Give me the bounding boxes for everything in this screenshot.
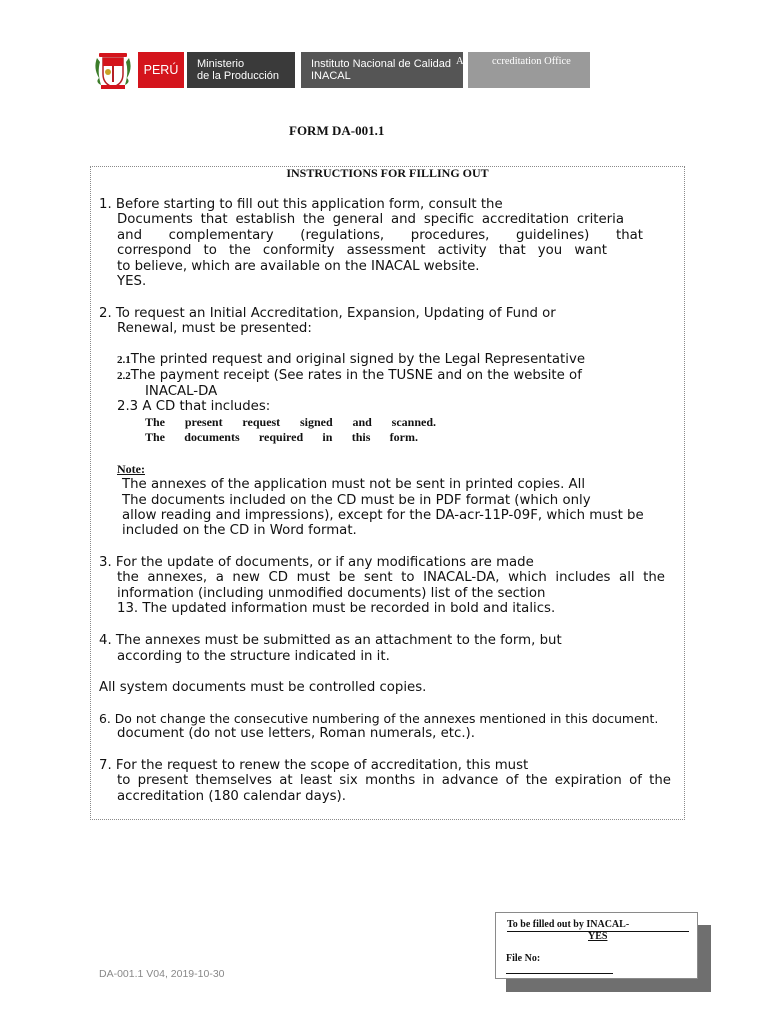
item3-line: 3. For the update of documents, or if any modifications are made (99, 555, 534, 570)
note-line: The documents included on the CD must be in PDF format (which only (122, 493, 591, 508)
institute-line2: INACAL (311, 70, 351, 82)
item7-line: to present themselves at least six months in advance of the expiration of the (117, 773, 671, 788)
institute-line1: Instituto Nacional de Calidad (311, 58, 452, 70)
item2-line: Renewal, must be presented: (117, 321, 312, 336)
item3-line: information (including unmodified documents) list of the section (117, 586, 546, 601)
peru-coat-of-arms-icon (91, 52, 135, 90)
item7-line: accreditation (180 calendar days). (117, 789, 346, 804)
item1-line: to believe, which are available on the INACAL website. (117, 259, 480, 274)
file-no-field (506, 973, 613, 974)
note-label: Note: (117, 462, 145, 476)
item2-line: 2. To request an Initial Accreditation, Expansion, Updating of Fund or (99, 306, 556, 321)
stamp-line2: YES (588, 931, 608, 942)
sub-item-2-2-text: The payment receipt (See rates in the TUSNE and on the website of (130, 368, 582, 383)
item6-line: 6. Do not change the consecutive numbering of the annexes mentioned in this document. (99, 711, 659, 726)
instructions-title: INSTRUCTIONS FOR FILLING OUT (286, 166, 489, 180)
item3-line: the annexes, a new CD must be sent to INACAL-DA, which includes all the (117, 570, 665, 585)
sub-item-2-3-b: The documents required in this form. (145, 430, 418, 444)
office-label-initial: A (456, 56, 464, 67)
ministry-line2: de la Producción (197, 70, 279, 82)
peru-label: PERÚ (143, 63, 179, 77)
inacal-use-box (495, 912, 698, 979)
sub-item-2-3: 2.3 A CD that includes: (117, 399, 271, 414)
item1-line: 1. Before starting to fill out this application form, consult the (99, 197, 503, 212)
ministry-line1: Ministerio (197, 58, 245, 70)
sub-item-2-3-a: The present request signed and scanned. (145, 415, 436, 429)
sub-item-2-2-cont: INACAL-DA (145, 384, 218, 399)
office-label: ccreditation Office (492, 56, 571, 67)
version-footer: DA-001.1 V04, 2019-10-30 (99, 968, 225, 980)
note-line: allow reading and impressions), except for the DA-acr-11P-09F, which must be (122, 508, 644, 523)
item1-line: and complementary (regulations, procedures, guidelines) that (117, 228, 643, 243)
sub-item-2-2 (117, 368, 582, 385)
form-title: FORM DA-001.1 (289, 123, 385, 138)
inacal-badge (301, 52, 463, 88)
item1-line: YES. (117, 274, 147, 289)
item4-line: 4. The annexes must be submitted as an attachment to the form, but (99, 633, 562, 648)
sub-item-2-1 (117, 352, 585, 369)
note-line: The annexes of the application must not be sent in printed copies. All (122, 477, 586, 492)
item1-line: correspond to the conformity assessment activity that you want (117, 243, 607, 258)
ministry-badge (187, 52, 295, 88)
item1-line: Documents that establish the general and specific accreditation criteria (117, 212, 624, 227)
note-line: included on the CD in Word format. (122, 523, 357, 538)
sub-item-2-2-number: 2.2 (117, 370, 131, 382)
file-no-label: File No: (506, 953, 541, 964)
item3-line: 13. The updated information must be recorded in bold and italics. (117, 601, 556, 616)
item5-line: All system documents must be controlled copies. (99, 680, 427, 695)
accreditation-office-badge (468, 52, 590, 88)
item6-line: document (do not use letters, Roman numerals, etc.). (117, 726, 475, 741)
sub-item-2-1-number: 2.1 (117, 354, 131, 366)
item7-line: 7. For the request to renew the scope of accreditation, this must (99, 758, 529, 773)
item4-line: according to the structure indicated in it. (117, 649, 390, 664)
sub-item-2-1-text: The printed request and original signed by the Legal Representative (130, 352, 585, 367)
peru-badge (138, 52, 184, 88)
stamp-line1: To be filled out by INACAL- (507, 919, 689, 932)
